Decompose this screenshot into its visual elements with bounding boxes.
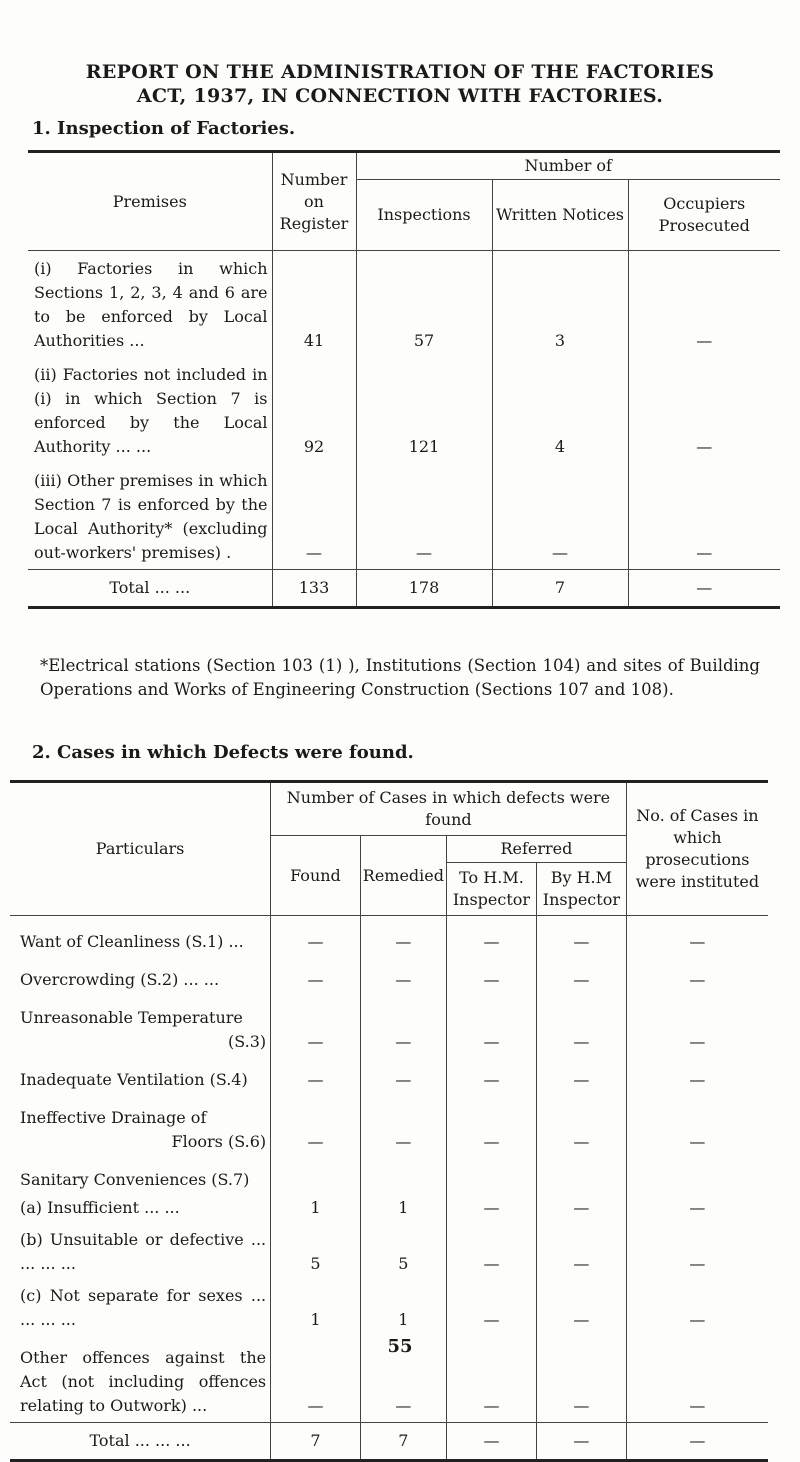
prosecuted-cell: —: [696, 543, 713, 562]
table-row: [10, 1058, 768, 1096]
col-referred-header: Referred: [447, 836, 627, 863]
to-hm-cell: —: [447, 1280, 537, 1336]
table-row: [28, 357, 780, 463]
col-number-of-header: Number of: [356, 152, 780, 180]
found-cell: —: [271, 1058, 361, 1096]
table-subheading-row: [10, 1158, 768, 1192]
row-label: (iii) Other premises in which Section 7 is enforced by the Local Authority* (excluding out-workers' premises) .: [28, 463, 272, 570]
to-hm-cell: —: [447, 1224, 537, 1280]
inspections-cell: 57: [356, 251, 492, 358]
total-remedied: 7: [360, 1423, 446, 1461]
prosecutions-cell: —: [689, 970, 706, 989]
page-number: 55: [387, 1336, 413, 1357]
col-inspections-header: Inspections: [356, 180, 492, 251]
table-row: [28, 251, 780, 358]
register-cell: 41: [272, 251, 356, 358]
remedied-cell: —: [360, 1058, 446, 1096]
col-to-hm-inspector-header: To H.M. Inspector: [447, 863, 537, 916]
cases-with-defects-table: [10, 780, 768, 1462]
report-title-line-2: ACT, 1937, IN CONNECTION WITH FACTORIES.: [136, 85, 664, 107]
row-label: Unreasonable Temperature (S.3): [10, 996, 271, 1058]
row-label: Sanitary Conveniences (S.7): [10, 1158, 271, 1192]
found-cell: 5: [271, 1224, 361, 1280]
found-cell: —: [271, 958, 361, 996]
table-row: [10, 1192, 768, 1224]
by-hm-cell: —: [536, 916, 626, 959]
row-label: (ii) Factories not included in (i) in which Section 7 is enforced by the Local Authority ... ...: [28, 357, 272, 463]
by-hm-cell: —: [536, 1058, 626, 1096]
to-hm-cell: —: [447, 1192, 537, 1224]
prosecutions-cell: —: [689, 1198, 706, 1217]
footnote: *Electrical stations (Section 103 (1) ), Institutions (Section 104) and sites of Building Operations and Works of Engineering Construction (Sections 107 and 108).: [40, 656, 760, 699]
report-title: [0, 60, 800, 108]
table-row: [10, 1280, 768, 1336]
remedied-cell: 1: [360, 1192, 446, 1224]
notices-cell: 3: [492, 251, 628, 358]
register-cell: 92: [272, 357, 356, 463]
total-notices: 7: [492, 570, 628, 608]
section-1-heading: 1. Inspection of Factories.: [32, 118, 296, 139]
report-title-line-1: REPORT ON THE ADMINISTRATION OF THE FACTORIES: [85, 61, 715, 83]
found-cell: —: [271, 1336, 361, 1423]
found-cell: —: [271, 916, 361, 959]
to-hm-cell: —: [447, 996, 537, 1058]
by-hm-cell: —: [536, 1336, 626, 1423]
row-label: (c) Not separate for sexes ... ... ... ...: [10, 1280, 271, 1336]
remedied-cell: —: [360, 958, 446, 996]
col-number-of-cases-header: Number of Cases in which defects were found: [271, 782, 627, 836]
col-premises-header: Premises: [28, 152, 272, 251]
row-label: Overcrowding (S.2) ... ...: [10, 958, 271, 996]
inspections-cell: 121: [356, 357, 492, 463]
prosecuted-cell: —: [696, 437, 713, 456]
remedied-cell: —: [360, 996, 446, 1058]
table-row: [10, 916, 768, 959]
by-hm-cell: —: [536, 958, 626, 996]
section-2-heading: 2. Cases in which Defects were found.: [32, 742, 414, 763]
inspection-of-factories-table: [28, 150, 780, 609]
register-cell: —: [272, 463, 356, 570]
prosecuted-cell: —: [696, 331, 713, 350]
by-hm-cell: —: [536, 996, 626, 1058]
prosecutions-cell: —: [689, 1254, 706, 1273]
to-hm-cell: —: [447, 1096, 537, 1158]
table-row: [10, 1096, 768, 1158]
row-label: (b) Unsuitable or defective ... ... ... ...: [10, 1224, 271, 1280]
to-hm-cell: —: [447, 916, 537, 959]
total-by-hm: —: [536, 1423, 626, 1461]
total-register: 133: [272, 570, 356, 608]
col-prosecutions-header: No. of Cases in which prosecutions were instituted: [626, 782, 768, 916]
prosecutions-cell: —: [689, 1310, 706, 1329]
row-label: Other offences against the Act (not including offences relating to Outwork) ...: [10, 1336, 271, 1423]
remedied-cell: —: [360, 1336, 446, 1423]
total-label: Total ... ...: [28, 570, 272, 608]
table-row: [28, 463, 780, 570]
total-row: [28, 570, 780, 608]
to-hm-cell: —: [447, 1336, 537, 1423]
inspections-cell: —: [356, 463, 492, 570]
prosecutions-cell: —: [689, 1070, 706, 1089]
total-prosecuted: —: [628, 570, 780, 608]
prosecutions-cell: —: [689, 932, 706, 951]
notices-cell: 4: [492, 357, 628, 463]
prosecutions-cell: —: [689, 1132, 706, 1151]
found-cell: 1: [271, 1192, 361, 1224]
found-cell: 1: [271, 1280, 361, 1336]
col-written-notices-header: Written Notices: [492, 180, 628, 251]
table-row: [10, 996, 768, 1058]
total-row: [10, 1423, 768, 1461]
total-found: 7: [271, 1423, 361, 1461]
prosecutions-cell: —: [689, 1032, 706, 1051]
col-occupiers-prosecuted-header: Occupiers Prosecuted: [628, 180, 780, 251]
row-label: (i) Factories in which Sections 1, 2, 3, 4 and 6 are to be enforced by Local Authorities ...: [28, 251, 272, 358]
row-label: Want of Cleanliness (S.1) ...: [10, 916, 271, 959]
row-label: Ineffective Drainage of Floors (S.6): [10, 1096, 271, 1158]
prosecutions-cell: —: [689, 1396, 706, 1415]
col-remedied-header: Remedied: [360, 836, 446, 916]
found-cell: —: [271, 1096, 361, 1158]
col-by-hm-inspector-header: By H.M Inspector: [536, 863, 626, 916]
by-hm-cell: —: [536, 1192, 626, 1224]
row-label: Inadequate Ventilation (S.4): [10, 1058, 271, 1096]
to-hm-cell: —: [447, 1058, 537, 1096]
col-found-header: Found: [271, 836, 361, 916]
total-label: Total ... ... ...: [10, 1423, 271, 1461]
notices-cell: —: [492, 463, 628, 570]
remedied-cell: —: [360, 1096, 446, 1158]
total-to-hm: —: [447, 1423, 537, 1461]
col-particulars-header: Particulars: [10, 782, 271, 916]
total-inspections: 178: [356, 570, 492, 608]
found-cell: —: [271, 996, 361, 1058]
col-register-header: Number on Register: [272, 152, 356, 251]
remedied-cell: 1: [360, 1280, 446, 1336]
by-hm-cell: —: [536, 1280, 626, 1336]
table-row: [10, 958, 768, 996]
table-row: [10, 1224, 768, 1280]
row-label: (a) Insufficient ... ...: [10, 1192, 271, 1224]
by-hm-cell: —: [536, 1096, 626, 1158]
remedied-cell: —: [360, 916, 446, 959]
to-hm-cell: —: [447, 958, 537, 996]
total-prosecutions: —: [626, 1423, 768, 1461]
by-hm-cell: —: [536, 1224, 626, 1280]
remedied-cell: 5: [360, 1224, 446, 1280]
